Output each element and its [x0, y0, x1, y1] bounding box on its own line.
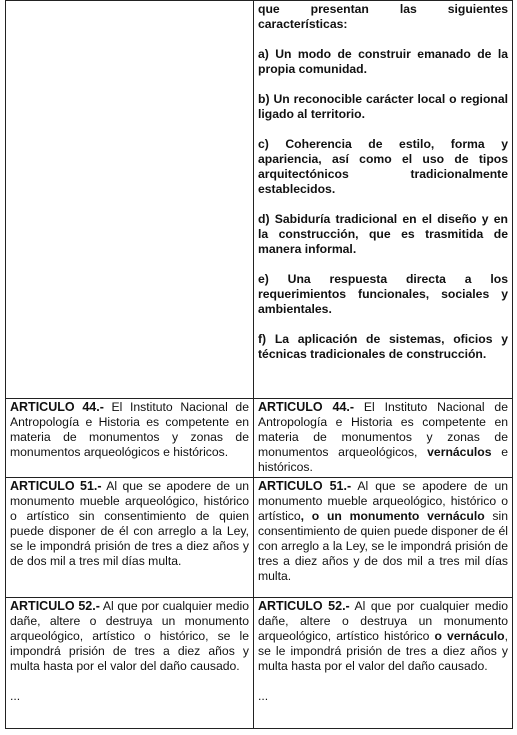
article-52-left-text: Al que por cualquier medio dañe, altere o destruya un monumento arqueológico, artístico o histórico, se le impondrá prisión de tres a diez años y multa hasta por el valor del daño causado. [10, 599, 249, 673]
article-44-right-text-b: e históricos. [258, 445, 509, 474]
article-51-heading-right: ARTICULO 51.- [258, 479, 352, 493]
left-cell-empty [6, 1, 254, 399]
feature-e: e) Una respuesta directa a los requerimientos funcionales, sociales y ambientales. [258, 272, 508, 316]
left-cell-article-44 [6, 399, 254, 478]
right-cell-article-52 [254, 598, 513, 729]
article-44-right-text-a: El Instituto Nacional de Antropología e Historia es competente en materia de monumentos y zonas de monumentos arqueológicos, [258, 400, 508, 459]
right-cell-article-44 [254, 399, 513, 478]
article-51-right-text-b: sin consentimiento de quien puede disponer de él con arreglo a la Ley, se le impondrá prisión de tres a diez años y de dos mil a tres mil días multa. [258, 509, 508, 583]
article-44-left-text: El Instituto Nacional de Antropología e Historia es competente en materia de monumentos y zonas de monumentos arqueológicos e históricos. [10, 400, 249, 459]
table-row-intro [6, 1, 513, 399]
right-cell-article-51 [254, 478, 513, 598]
left-cell-article-51 [6, 478, 254, 598]
article-52-right-bold: o vernáculo [434, 629, 505, 643]
table-row-article-51 [6, 478, 513, 598]
left-cell-article-52 [6, 598, 254, 729]
article-51-right-text-a: Al que se apodere de un monumento mueble arqueológico, histórico o artístico [258, 479, 509, 523]
ellipsis-left: ... [10, 689, 21, 703]
right-cell-features [254, 1, 513, 399]
article-52-right-text-b: , se le impondrá prisión de tres a diez años y multa hasta por el valor del daño causado. [258, 629, 508, 673]
table-row-article-52 [6, 598, 513, 729]
article-52-heading-right: ARTICULO 52.- [258, 599, 350, 613]
comparison-table [5, 0, 513, 729]
feature-f: f) La aplicación de sistemas, oficios y técnicas tradicionales de construcción. [258, 332, 508, 361]
feature-d: d) Sabiduría tradicional en el diseño y en la construcción, que es trasmitida de manera informal. [258, 212, 508, 256]
article-52-heading: ARTICULO 52.- [10, 599, 100, 613]
article-52-right-text-a: Al que por cualquier medio dañe, altere o destruya un monumento arqueológico, artístico histórico [258, 599, 509, 643]
ellipsis-right: ... [258, 689, 269, 703]
article-44-heading: ARTICULO 44.- [10, 400, 104, 414]
article-51-right-bold: , o un monumento vernáculo [300, 509, 485, 523]
article-51-heading: ARTICULO 51.- [10, 479, 102, 493]
intro-text: que presentan las siguientes características: [258, 2, 508, 31]
feature-a: a) Un modo de construir emanado de la propia comunidad. [258, 47, 508, 76]
feature-c: c) Coherencia de estilo, forma y apariencia, así como el uso de tipos arquitectónicos tradicionalmente establecidos. [258, 137, 508, 196]
article-44-right-bold: vernáculos [427, 445, 492, 459]
table-row-article-44 [6, 399, 513, 478]
feature-b: b) Un reconocible carácter local o regional ligado al territorio. [258, 92, 508, 121]
article-44-heading-right: ARTICULO 44.- [258, 400, 355, 414]
article-51-left-text: Al que se apodere de un monumento mueble arqueológico, histórico o artístico sin consentimiento de quien puede disponer de él con arreglo a la Ley, se le impondrá prisión de tres a diez años y de dos mil a tres mil días multa. [10, 479, 249, 568]
